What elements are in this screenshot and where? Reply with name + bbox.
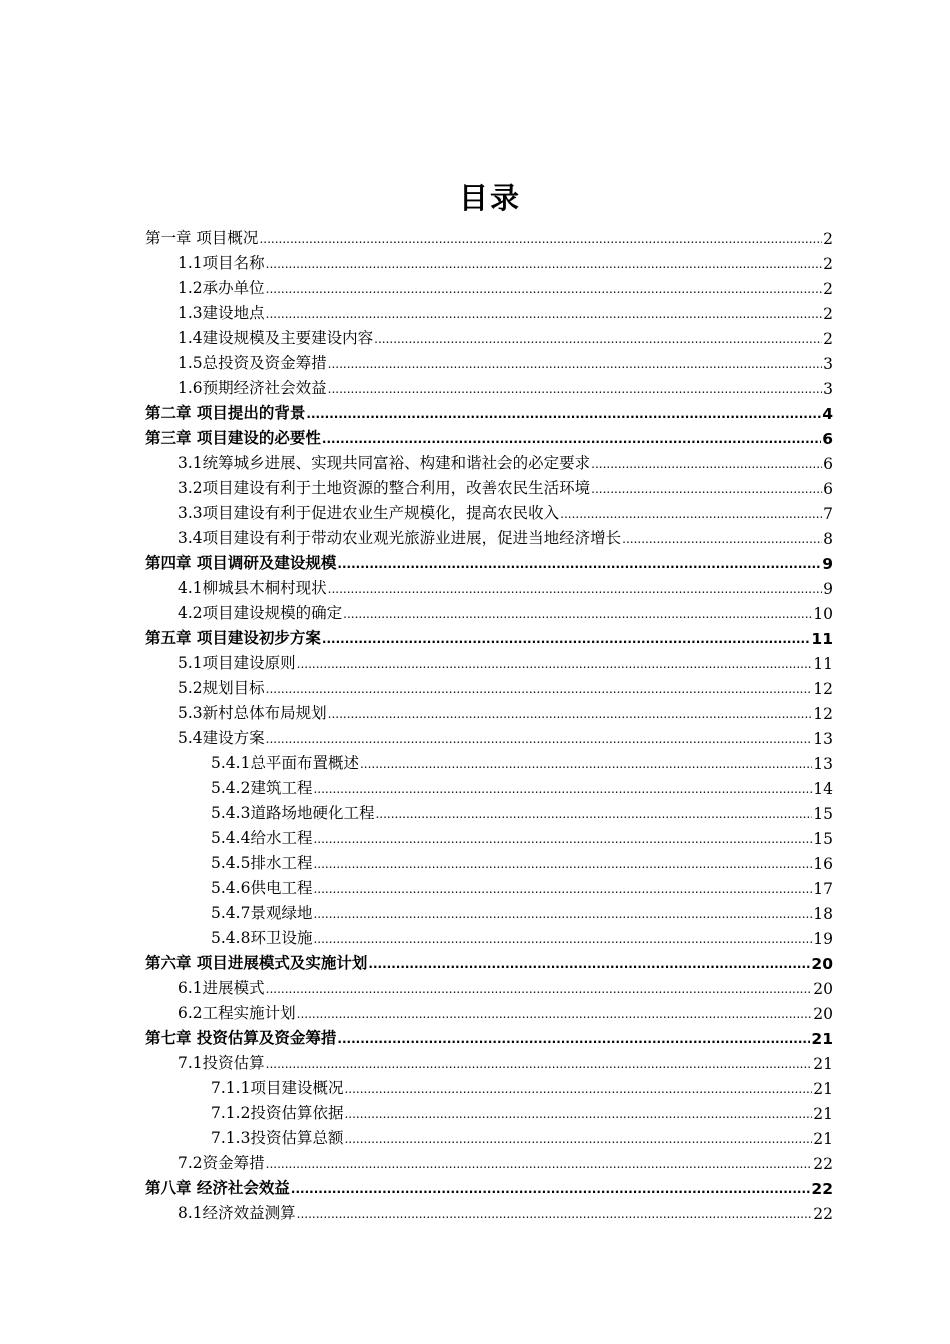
toc-entry-title: 第一章 项目概况 — [145, 229, 259, 247]
toc-dot-leader — [291, 1183, 811, 1198]
toc-section-entry[interactable] — [145, 498, 833, 523]
toc-section-entry[interactable] — [145, 298, 833, 323]
toc-entry-title: 5.4.7景观绿地 — [211, 904, 313, 922]
toc-section-entry[interactable] — [145, 373, 833, 398]
toc-dot-leader — [328, 583, 822, 598]
toc-section-entry[interactable] — [145, 473, 833, 498]
toc-dot-leader — [266, 733, 813, 748]
toc-entry-title: 5.4.8环卫设施 — [211, 929, 313, 947]
toc-entry-title: 第八章 经济社会效益 — [145, 1179, 290, 1197]
toc-entry-title: 1.5总投资及资金筹措 — [178, 354, 327, 372]
toc-dot-leader — [266, 258, 822, 273]
toc-page-number: 7 — [823, 505, 833, 523]
toc-page-number: 22 — [811, 1180, 833, 1198]
toc-section-entry[interactable] — [145, 773, 833, 798]
toc-dot-leader — [266, 1158, 813, 1173]
toc-dot-leader — [360, 758, 812, 773]
toc-page-number: 21 — [813, 1080, 833, 1098]
toc-entry-title: 4.2项目建设规模的确定 — [178, 604, 343, 622]
toc-dot-leader — [313, 883, 812, 898]
toc-entry-title: 5.2规划目标 — [178, 679, 265, 697]
toc-page-number: 20 — [813, 1005, 833, 1023]
toc-entry-title: 5.3新村总体布局规划 — [178, 704, 327, 722]
toc-dot-leader — [266, 308, 822, 323]
toc-chapter-entry[interactable] — [145, 548, 833, 573]
toc-section-entry[interactable] — [145, 723, 833, 748]
toc-dot-leader — [344, 1133, 812, 1148]
toc-dot-leader — [313, 833, 812, 848]
toc-entry-title: 3.2项目建设有利于土地资源的整合利用，改善农民生活环境 — [178, 479, 591, 497]
toc-page-number: 2 — [823, 230, 833, 248]
toc-entry-title: 5.4.2建筑工程 — [211, 779, 313, 797]
toc-section-entry[interactable] — [145, 248, 833, 273]
page-title: 目录 — [458, 181, 521, 215]
toc-section-entry[interactable] — [145, 673, 833, 698]
toc-page-number: 20 — [813, 980, 833, 998]
toc-page-number: 10 — [813, 605, 833, 623]
toc-page-number: 18 — [813, 905, 833, 923]
toc-entry-title: 5.4.1总平面布置概述 — [211, 754, 359, 772]
toc-dot-leader — [266, 283, 822, 298]
toc-entry-title: 3.1统筹城乡进展、实现共同富裕、构建和谐社会的必定要求 — [178, 454, 591, 472]
toc-chapter-entry[interactable] — [145, 398, 833, 423]
toc-page-number: 20 — [811, 955, 833, 973]
toc-entry-title: 7.1.2投资估算依据 — [211, 1104, 344, 1122]
toc-chapter-entry[interactable] — [145, 1173, 833, 1198]
toc-chapter-entry[interactable] — [145, 623, 833, 648]
toc-dot-leader — [313, 933, 812, 948]
toc-page-number: 11 — [813, 655, 833, 673]
toc-entry-title: 1.2承办单位 — [178, 279, 265, 297]
toc-page-number: 6 — [822, 430, 833, 448]
toc-dot-leader — [591, 483, 822, 498]
toc-page-number: 4 — [822, 405, 833, 423]
toc-page-number: 12 — [813, 680, 833, 698]
toc-dot-leader — [297, 1008, 813, 1023]
toc-section-entry[interactable] — [145, 698, 833, 723]
toc-entry-title: 1.1项目名称 — [178, 254, 265, 272]
toc-dot-leader — [368, 958, 810, 973]
toc-entry-title: 1.3建设地点 — [178, 304, 265, 322]
toc-page-number: 17 — [813, 880, 833, 898]
toc-section-entry[interactable] — [145, 348, 833, 373]
toc-dot-leader — [313, 783, 812, 798]
toc-dot-leader — [374, 333, 822, 348]
toc-page-number: 11 — [811, 630, 833, 648]
toc-section-entry[interactable] — [145, 923, 833, 948]
toc-page-number: 16 — [813, 855, 833, 873]
toc-section-entry[interactable] — [145, 973, 833, 998]
toc-page-number: 2 — [823, 280, 833, 298]
toc-dot-leader — [328, 358, 822, 373]
toc-entry-title: 5.4.3道路场地硬化工程 — [211, 804, 375, 822]
toc-dot-leader — [344, 1083, 812, 1098]
toc-entry-title: 第二章 项目提出的背景 — [145, 404, 306, 422]
toc-dot-leader — [259, 233, 822, 248]
toc-page-number: 2 — [823, 255, 833, 273]
toc-entry-title: 6.1进展模式 — [178, 979, 265, 997]
toc-dot-leader — [306, 408, 821, 423]
toc-entry-title: 第六章 项目进展模式及实施计划 — [145, 954, 368, 972]
toc-entry-title: 5.4.6供电工程 — [211, 879, 313, 897]
toc-section-entry[interactable] — [145, 523, 833, 548]
toc-page-number: 14 — [813, 780, 833, 798]
toc-section-entry[interactable] — [145, 798, 833, 823]
toc-section-entry[interactable] — [145, 1198, 833, 1223]
toc-entry-title: 1.6预期经济社会效益 — [178, 379, 327, 397]
toc-dot-leader — [313, 858, 812, 873]
toc-entry-title: 5.4.5排水工程 — [211, 854, 313, 872]
toc-page-number: 6 — [823, 455, 833, 473]
toc-page-number: 21 — [813, 1130, 833, 1148]
toc-chapter-entry[interactable] — [145, 223, 833, 248]
toc-section-entry[interactable] — [145, 598, 833, 623]
toc-section-entry[interactable] — [145, 898, 833, 923]
toc-dot-leader — [622, 533, 822, 548]
toc-dot-leader — [297, 1208, 813, 1223]
toc-chapter-entry[interactable] — [145, 1023, 833, 1048]
toc-dot-leader — [328, 708, 813, 723]
toc-section-entry[interactable] — [145, 573, 833, 598]
toc-chapter-entry[interactable] — [145, 948, 833, 973]
toc-entry-title: 7.1.1项目建设概况 — [211, 1079, 344, 1097]
toc-entry-title: 第五章 项目建设初步方案 — [145, 629, 321, 647]
toc-entry-title: 8.1经济效益测算 — [178, 1204, 296, 1222]
toc-dot-leader — [266, 683, 813, 698]
toc-page-number: 6 — [823, 480, 833, 498]
toc-entry-title: 第七章 投资估算及资金筹措 — [145, 1029, 337, 1047]
toc-section-entry[interactable] — [145, 1123, 833, 1148]
toc-page-number: 19 — [813, 930, 833, 948]
toc-dot-leader — [337, 558, 821, 573]
toc-dot-leader — [591, 458, 822, 473]
toc-page-number: 2 — [823, 330, 833, 348]
toc-dot-leader — [313, 908, 812, 923]
toc-entry-title: 1.4建设规模及主要建设内容 — [178, 329, 374, 347]
toc-entry-title: 第三章 项目建设的必要性 — [145, 429, 321, 447]
toc-entry-title: 4.1柳城县木桐村现状 — [178, 579, 327, 597]
toc-page-number: 3 — [823, 380, 833, 398]
toc-page-number: 8 — [823, 530, 833, 548]
toc-entry-title: 5.4.4给水工程 — [211, 829, 313, 847]
toc-page-number: 22 — [813, 1205, 833, 1223]
toc-entry-title: 6.2工程实施计划 — [178, 1004, 296, 1022]
toc-dot-leader — [322, 433, 821, 448]
toc-dot-leader — [560, 508, 822, 523]
toc-dot-leader — [266, 1058, 813, 1073]
toc-section-entry[interactable] — [145, 448, 833, 473]
toc-page-number: 22 — [813, 1155, 833, 1173]
toc-dot-leader — [375, 808, 812, 823]
toc-page-number: 21 — [813, 1055, 833, 1073]
toc-entry-title: 第四章 项目调研及建设规模 — [145, 554, 337, 572]
toc-page-number: 9 — [822, 555, 833, 573]
toc-dot-leader — [328, 383, 822, 398]
toc-page-number: 3 — [823, 355, 833, 373]
toc-entry-title: 7.1投资估算 — [178, 1054, 265, 1072]
toc-page-number: 21 — [811, 1030, 833, 1048]
toc-entry-title: 5.4建设方案 — [178, 729, 265, 747]
toc-dot-leader — [344, 1108, 812, 1123]
toc-dot-leader — [322, 633, 811, 648]
toc-entry-title: 7.2资金筹措 — [178, 1154, 265, 1172]
toc-page-number: 15 — [813, 805, 833, 823]
toc-dot-leader — [343, 608, 812, 623]
toc-section-entry[interactable] — [145, 273, 833, 298]
toc-page-number: 15 — [813, 830, 833, 848]
toc-section-entry[interactable] — [145, 848, 833, 873]
toc-section-entry[interactable] — [145, 323, 833, 348]
toc-entry-title: 3.4项目建设有利于带动农业观光旅游业进展，促进当地经济增长 — [178, 529, 622, 547]
table-of-contents — [145, 223, 833, 1223]
toc-entry-title: 7.1.3投资估算总额 — [211, 1129, 344, 1147]
toc-chapter-entry[interactable] — [145, 423, 833, 448]
toc-section-entry[interactable] — [145, 748, 833, 773]
toc-section-entry[interactable] — [145, 648, 833, 673]
toc-section-entry[interactable] — [145, 1098, 833, 1123]
toc-section-entry[interactable] — [145, 873, 833, 898]
toc-dot-leader — [297, 658, 813, 673]
toc-section-entry[interactable] — [145, 998, 833, 1023]
toc-section-entry[interactable] — [145, 1073, 833, 1098]
toc-page-number: 21 — [813, 1105, 833, 1123]
toc-dot-leader — [266, 983, 813, 998]
toc-page-number: 2 — [823, 305, 833, 323]
toc-section-entry[interactable] — [145, 823, 833, 848]
toc-page-number: 13 — [813, 755, 833, 773]
toc-entry-title: 5.1项目建设原则 — [178, 654, 296, 672]
toc-dot-leader — [337, 1033, 810, 1048]
toc-page-number: 12 — [813, 705, 833, 723]
toc-page-number: 9 — [823, 580, 833, 598]
toc-entry-title: 3.3项目建设有利于促进农业生产规模化，提高农民收入 — [178, 504, 560, 522]
toc-page-number: 13 — [813, 730, 833, 748]
toc-section-entry[interactable] — [145, 1148, 833, 1173]
toc-section-entry[interactable] — [145, 1048, 833, 1073]
